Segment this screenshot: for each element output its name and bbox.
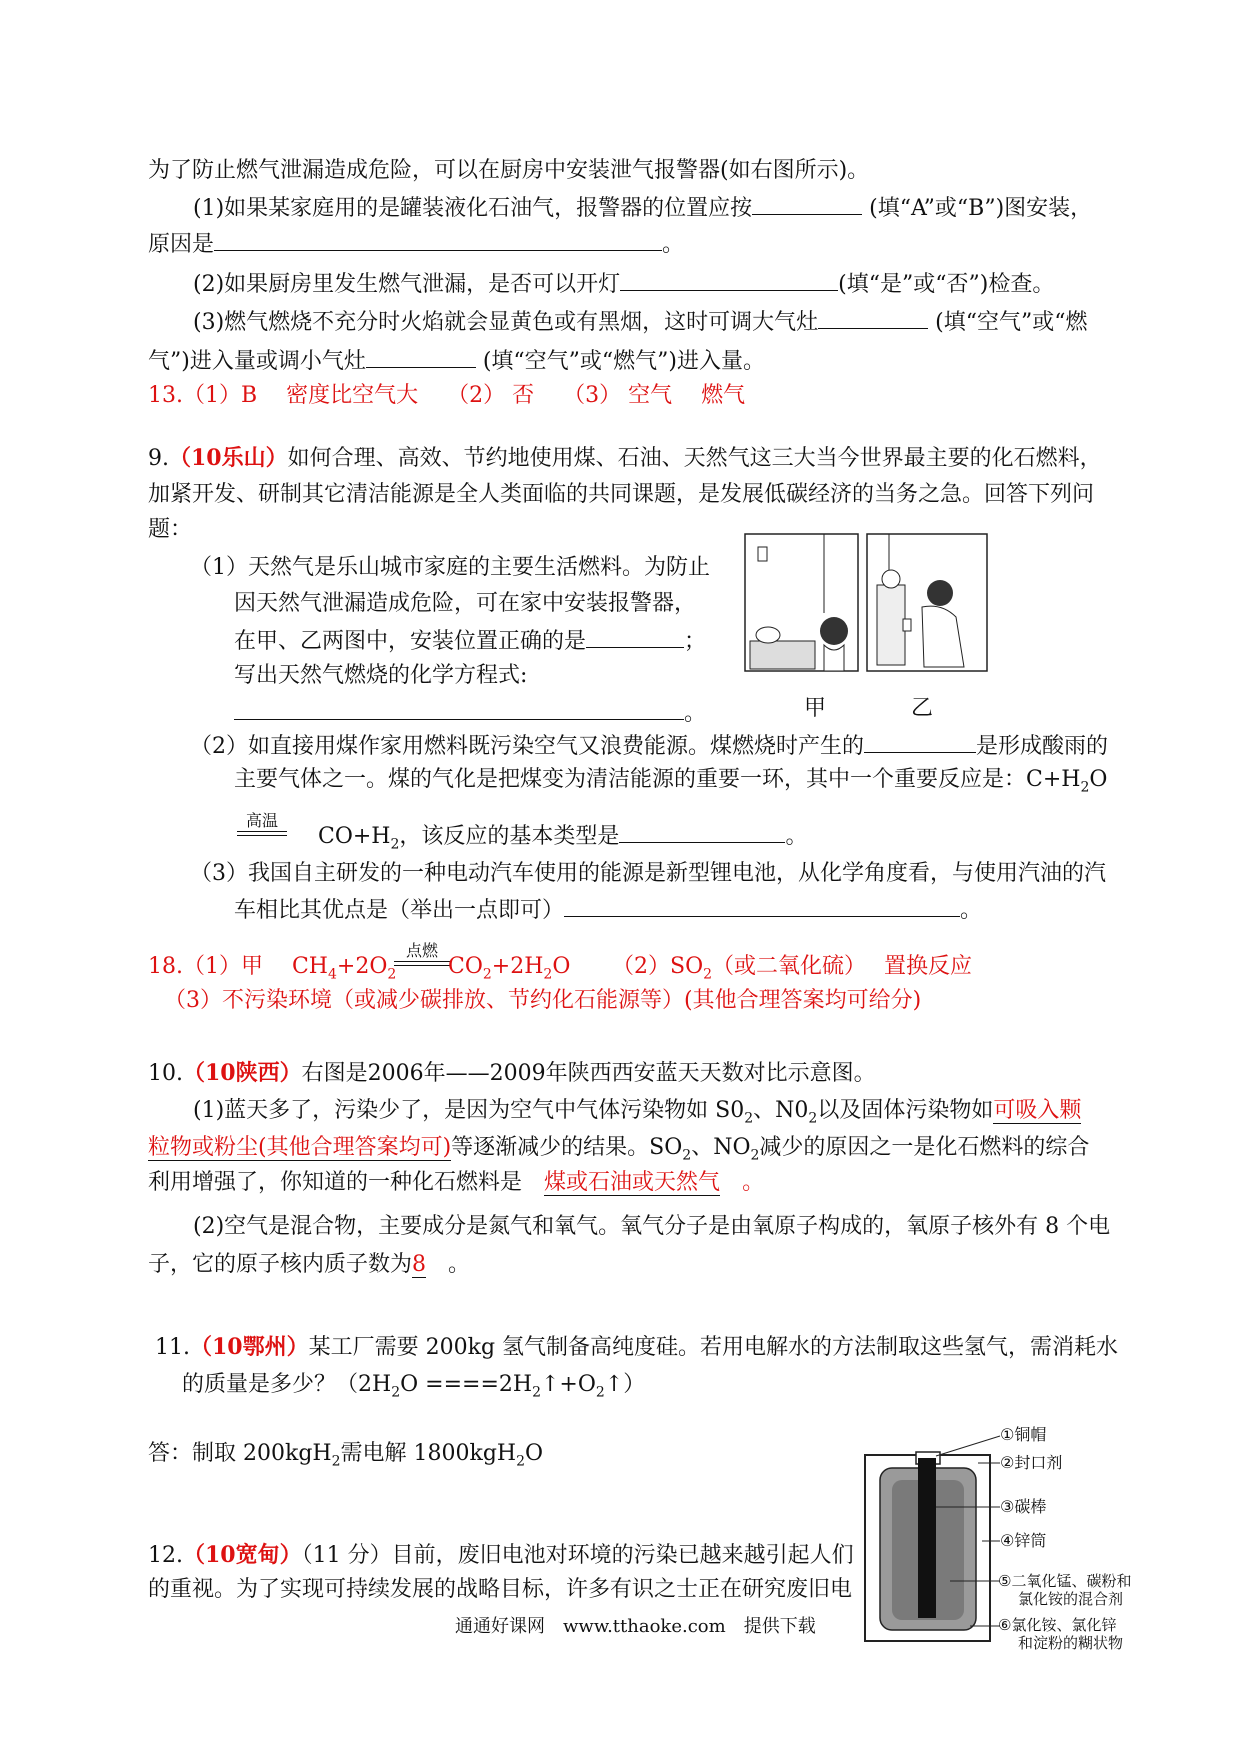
q10-p2-line2: 子，它的原子核内质子数为8 。: [148, 1252, 471, 1277]
battery-label: 和淀粉的糊状物: [1018, 1634, 1124, 1652]
figure-jia: [745, 534, 858, 671]
q8-blank-3[interactable]: [620, 268, 838, 291]
q9-p1-line2: 因天然气泄漏造成危险，可在家中安装报警器，: [234, 591, 697, 616]
q9-blank-1[interactable]: [586, 625, 684, 648]
q8-part2: (2)如果厨房里发生燃气泄漏，是否可以开灯 (填“是”或“否”)检查。: [193, 268, 1054, 300]
q9-p1-line4: 写出天然气燃烧的化学方程式:: [234, 663, 528, 688]
q10-answer-3: 8: [412, 1252, 427, 1277]
q9-blank-3[interactable]: [864, 730, 976, 753]
alarm-icon: [758, 547, 767, 561]
carbon-rod: [918, 1458, 936, 1618]
q8-blank-1[interactable]: [752, 192, 862, 215]
q9-blank-2[interactable]: [234, 697, 684, 720]
q10-p2-line1: (2)空气是混合物，主要成分是氮气和氧气。氧气分子是由氧原子构成的，氧原子核外有 8 个电: [193, 1214, 1111, 1239]
q8-part3-cont: 气”)进入量或调小气灶 (填“空气”或“燃气”)进入量。: [148, 345, 765, 377]
battery-label: ①铜帽: [1000, 1425, 1047, 1444]
figure-label-jia: 甲: [804, 696, 827, 721]
condition-ignite: 点燃: [394, 942, 450, 966]
q11-source: （10鄂州）: [190, 1334, 309, 1360]
q9-source: （10乐山）: [169, 445, 288, 471]
page-footer: 通通好课网 www.tthaoke.com 提供下载: [455, 1616, 816, 1637]
q9-p2-line2: 主要气体之一。煤的气化是把煤变为清洁能源的重要一环，其中一个重要反应是：$C+H_2O$: [234, 767, 1108, 796]
q11-line1: 11.（10鄂州）某工厂需要 200kg 氢气制备高纯度硅。若用电解水的方法制取这些氢气，需消耗水: [155, 1334, 1119, 1360]
battery-label: ⑤二氧化锰、碳粉和: [998, 1572, 1132, 1590]
q9-p2-line1: （2）如直接用煤作家用燃料既污染空气又浪费能源。煤燃烧时产生的 是形成酸雨的: [190, 730, 1108, 762]
q9-p1-line5: 。: [234, 697, 706, 729]
q11-line2: 的质量是多少？（$2H_2O$ $====2H_2↑+O_2↑$）: [182, 1372, 646, 1401]
q9-blank-5[interactable]: [564, 894, 960, 917]
q12-source: （10宽甸）: [183, 1542, 302, 1568]
q9-intro-1: 9.（10乐山）如何合理、高效、节约地使用煤、石油、天然气这三大当今世界最主要的化石燃料，: [148, 445, 1102, 471]
q9-answer-3: （3）不污染环境（或减少碳排放、节约化石能源等）(其他合理答案均可给分): [164, 988, 922, 1013]
battery-label: 氯化铵的混合剂: [1018, 1590, 1124, 1608]
q8-intro: 为了防止燃气泄漏造成危险，可以在厨房中安装泄气报警器(如右图所示)。: [148, 158, 870, 183]
q8-blank-5[interactable]: [366, 345, 476, 368]
q9-p3-line1: （3）我国自主研发的一种电动汽车使用的能源是新型锂电池，从化学角度看，与使用汽油的汽: [190, 861, 1107, 886]
q8-part1-reason: 原因是 。: [148, 228, 684, 260]
condition-high-temp: 高温: [237, 812, 287, 836]
q9-p1-line1: （1）天然气是乐山城市家庭的主要生活燃料。为防止: [190, 555, 710, 580]
q8-blank-2[interactable]: [214, 228, 662, 251]
q10-p1-line1: (1)蓝天多了，污染少了，是因为空气中气体污染物如 $S0_2$、$N0_2$以及固体污染物如可吸入颗: [193, 1098, 1082, 1127]
q9-intro-2: 加紧开发、研制其它清洁能源是全人类面临的共同课题，是发展低碳经济的当务之急。回答下列问: [148, 482, 1095, 507]
q9-blank-4[interactable]: [619, 820, 785, 843]
figure-yi: [867, 534, 987, 671]
q9-p3-line2: 车相比其优点是（举出一点即可） 。: [234, 894, 982, 926]
battery-label: ③碳棒: [1000, 1497, 1047, 1516]
q10-p1-line2: 粒物或粉尘(其他合理答案均可)等逐渐减少的结果。$SO_2$、$NO_2$减少的原因之一是化石燃料的综合: [148, 1135, 1090, 1164]
q9-intro-3: 题：: [148, 517, 193, 542]
q8-answer: 13.（1）B 密度比空气大 （2） 否 （3） 空气 燃气: [148, 383, 746, 408]
q10-answer-2: 煤或石油或天然气: [544, 1170, 721, 1195]
q10-p1-line3: 利用增强了，你知道的一种化石燃料是 煤或石油或天然气 。: [148, 1170, 765, 1195]
q9-answer-1: 18.（1）甲 $CH_4+2O_2$: [148, 954, 397, 983]
q8-part3: (3)燃气燃烧不充分时火焰就会显黄色或有黑烟，这时可调大气灶 (填“空气”或“燃: [193, 306, 1088, 338]
q9-answer-1-products: $CO_2+2H_2O$: [448, 954, 571, 983]
battery-label: ④锌筒: [1000, 1531, 1047, 1550]
q8-part1: (1)如果某家庭用的是罐装液化石油气，报警器的位置应按 (填“A”或“B”)图安装，: [193, 192, 1092, 224]
battery-label: ②封口剂: [1000, 1453, 1063, 1472]
q11-answer: 答：制取 200kgH$_2$需电解 1800kgH$_2$O: [148, 1441, 544, 1470]
kitchen-alarm-figure: [744, 533, 989, 673]
battery-label: ⑥氯化铵、氯化锌: [998, 1616, 1117, 1634]
q10-answer-1a: 可吸入颗: [993, 1098, 1082, 1123]
q9-p1-line3: 在甲、乙两图中，安装位置正确的是 ；: [234, 625, 706, 657]
q9-answer-2: $(2)SO_2$（或二氧化硫） 置换反应: [612, 954, 973, 983]
q10-intro: 10.（10陕西）右图是2006年——2009年陕西西安蓝天天数对比示意图。: [148, 1060, 876, 1086]
q12-line2: 的重视。为了实现可持续发展的战略目标，许多有识之士正在研究废旧电: [148, 1577, 853, 1602]
q12-line1: 12.（10宽甸）（11 分）目前，废旧电池对环境的污染已越来越引起人们: [148, 1542, 854, 1568]
figure-label-yi: 乙: [911, 696, 934, 721]
alarm-icon: [903, 619, 911, 631]
q9-p2-line3: $CO+H_2$，该反应的基本类型是 。: [318, 820, 807, 852]
q10-answer-1b: 粒物或粉尘(其他合理答案均可): [148, 1135, 452, 1160]
q8-blank-4[interactable]: [818, 306, 928, 329]
q10-source: （10陕西）: [183, 1060, 302, 1086]
